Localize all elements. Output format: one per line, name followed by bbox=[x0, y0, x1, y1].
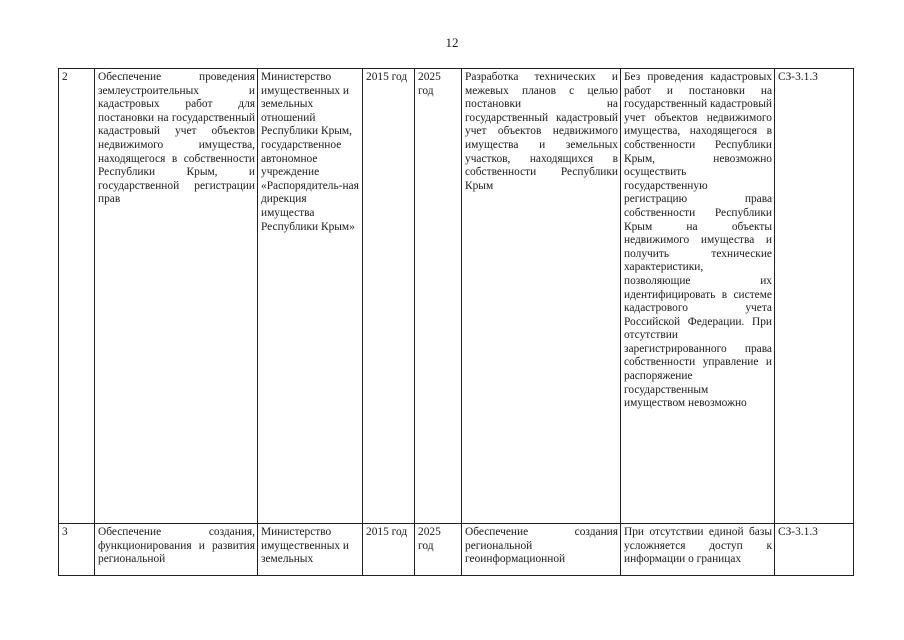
page-number: 12 bbox=[445, 35, 459, 50]
result-cell: Разработка технических и межевых планов с целью постановки на государственный кадастровый учет объектов недвижимого имущества и земельных участков, находящихся в собственности Республики Крым bbox=[462, 69, 621, 524]
row-number-cell: 3 bbox=[59, 524, 95, 576]
program-measures-table bbox=[58, 68, 854, 576]
start-year-cell: 2015 год bbox=[363, 524, 415, 576]
code-cell: СЗ-3.1.3 bbox=[775, 524, 854, 576]
measure-cell: Обеспечение создания, функционирования и развития региональной bbox=[95, 524, 258, 576]
row-number-cell: 2 bbox=[59, 69, 95, 524]
executor-cell: Министерство имущественных и земельных bbox=[258, 524, 363, 576]
code-cell: СЗ-3.1.3 bbox=[775, 69, 854, 524]
result-cell: Обеспечение создания региональной геоинформационной bbox=[462, 524, 621, 576]
consequence-cell: Без проведения кадастровых работ и постановки на государственный кадастровый учет объектов недвижимого имущества, находящегося в собственности Республики Крым, невозможно осуществить государственную регистрацию права собственности Республики Крым на объекты недвижимого имущества и получить технические характеристики, позволяющие их идентифицировать в системе кадастрового учета Российской Федерации. При отсутствии зарегистрированного права собственности управление и распоряжение государственным имуществом невозможно bbox=[621, 69, 775, 524]
end-year-cell: 2025 год bbox=[415, 524, 462, 576]
start-year-cell: 2015 год bbox=[363, 69, 415, 524]
measure-cell: Обеспечение проведения землеустроительных и кадастровых работ для постановки на государственный кадастровый учет объектов недвижимого имущества, находящегося в собственности Республики Крым, и государственной регистрации прав bbox=[95, 69, 258, 524]
table-row bbox=[59, 524, 854, 576]
consequence-cell: При отсутствии единой базы усложняется доступ к информации о границах bbox=[621, 524, 775, 576]
end-year-cell: 2025 год bbox=[415, 69, 462, 524]
table-row bbox=[59, 69, 854, 524]
executor-cell: Министерство имущественных и земельных отношений Республики Крым, государственное автономное учреждение «Распорядитель-ная дирекция имущества Республики Крым» bbox=[258, 69, 363, 524]
